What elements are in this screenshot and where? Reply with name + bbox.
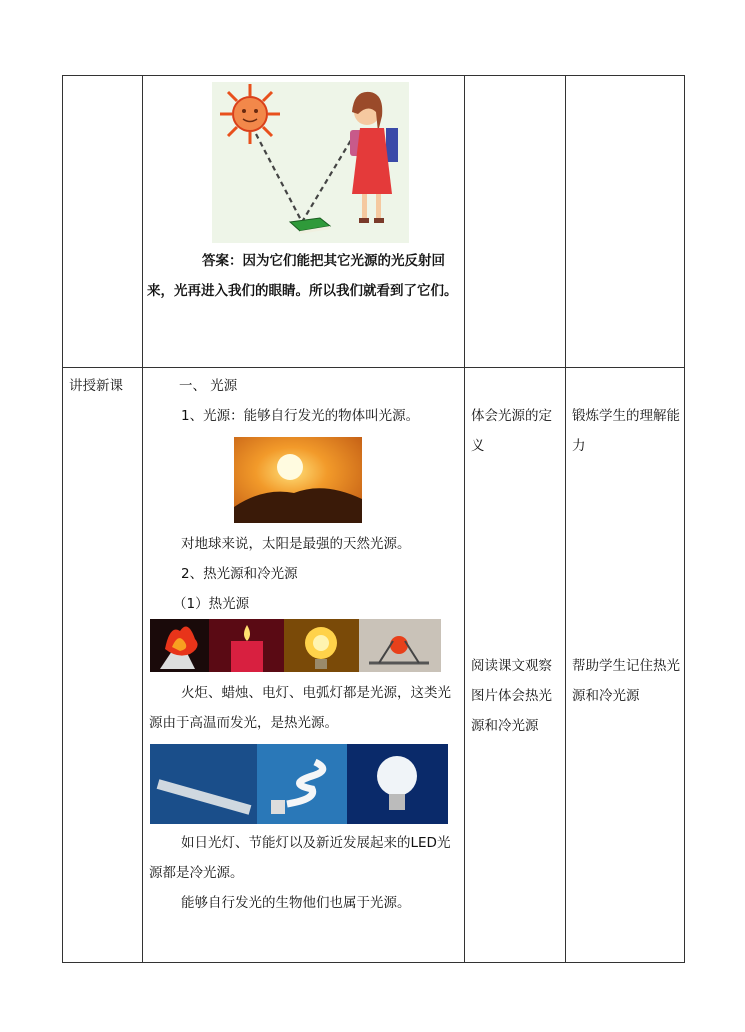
intent-b: 帮助学生记住热光源和冷光源 xyxy=(572,658,680,704)
cell-empty xyxy=(465,76,566,368)
cold-light-images xyxy=(150,744,464,824)
sunset-photo xyxy=(234,437,362,523)
fluorescent-lamp-photo xyxy=(150,744,257,824)
energy-saving-lamp-photo xyxy=(257,744,347,824)
sun-icon xyxy=(220,84,280,144)
reflection-illustration xyxy=(212,82,409,243)
led-bulb-photo xyxy=(347,744,448,824)
bulb-photo xyxy=(284,619,359,672)
arc-lamp-photo xyxy=(359,619,441,672)
activity-b: 阅读课文观察图片体会热光源和冷光源 xyxy=(471,658,552,734)
cell-label xyxy=(63,368,143,963)
lesson-table xyxy=(62,75,685,963)
cell-empty xyxy=(566,76,685,368)
cold-description: 如日光灯、节能灯以及新近发展起来的LED光源都是冷光源。 xyxy=(149,835,451,881)
bio-note: 能够自行发光的生物他们也属于光源。 xyxy=(181,895,411,911)
cell-content xyxy=(143,368,465,963)
subheading-hot-cold: 2、热光源和冷光源 xyxy=(181,566,298,582)
cell-design-intent xyxy=(566,368,685,963)
section-label: 讲授新课 xyxy=(69,378,123,394)
intent-a: 锻炼学生的理解能力 xyxy=(572,408,680,454)
table-row xyxy=(63,76,685,368)
activity-a: 体会光源的定义 xyxy=(471,408,552,454)
cell-empty xyxy=(63,76,143,368)
definition-text: 1、光源：能够自行发光的物体叫光源。 xyxy=(181,408,420,424)
cell-student-activity xyxy=(465,368,566,963)
hot-light-images xyxy=(150,619,464,672)
hot-description: 火炬、蜡烛、电灯、电弧灯都是光源，这类光源由于高温而发光，是热光源。 xyxy=(149,685,451,731)
sun-note: 对地球来说，太阳是最强的天然光源。 xyxy=(181,536,411,552)
answer-text: 答案：因为它们能把其它光源的光反射回来，光再进入我们的眼睛。所以我们就看到了它们。 xyxy=(147,253,458,299)
subheading-hot: （1）热光源 xyxy=(173,596,250,612)
candle-photo xyxy=(209,619,284,672)
cell-content xyxy=(143,76,465,368)
torch-photo xyxy=(150,619,209,672)
table-row xyxy=(63,368,685,963)
heading-light-source: 一、 光源 xyxy=(179,378,238,394)
